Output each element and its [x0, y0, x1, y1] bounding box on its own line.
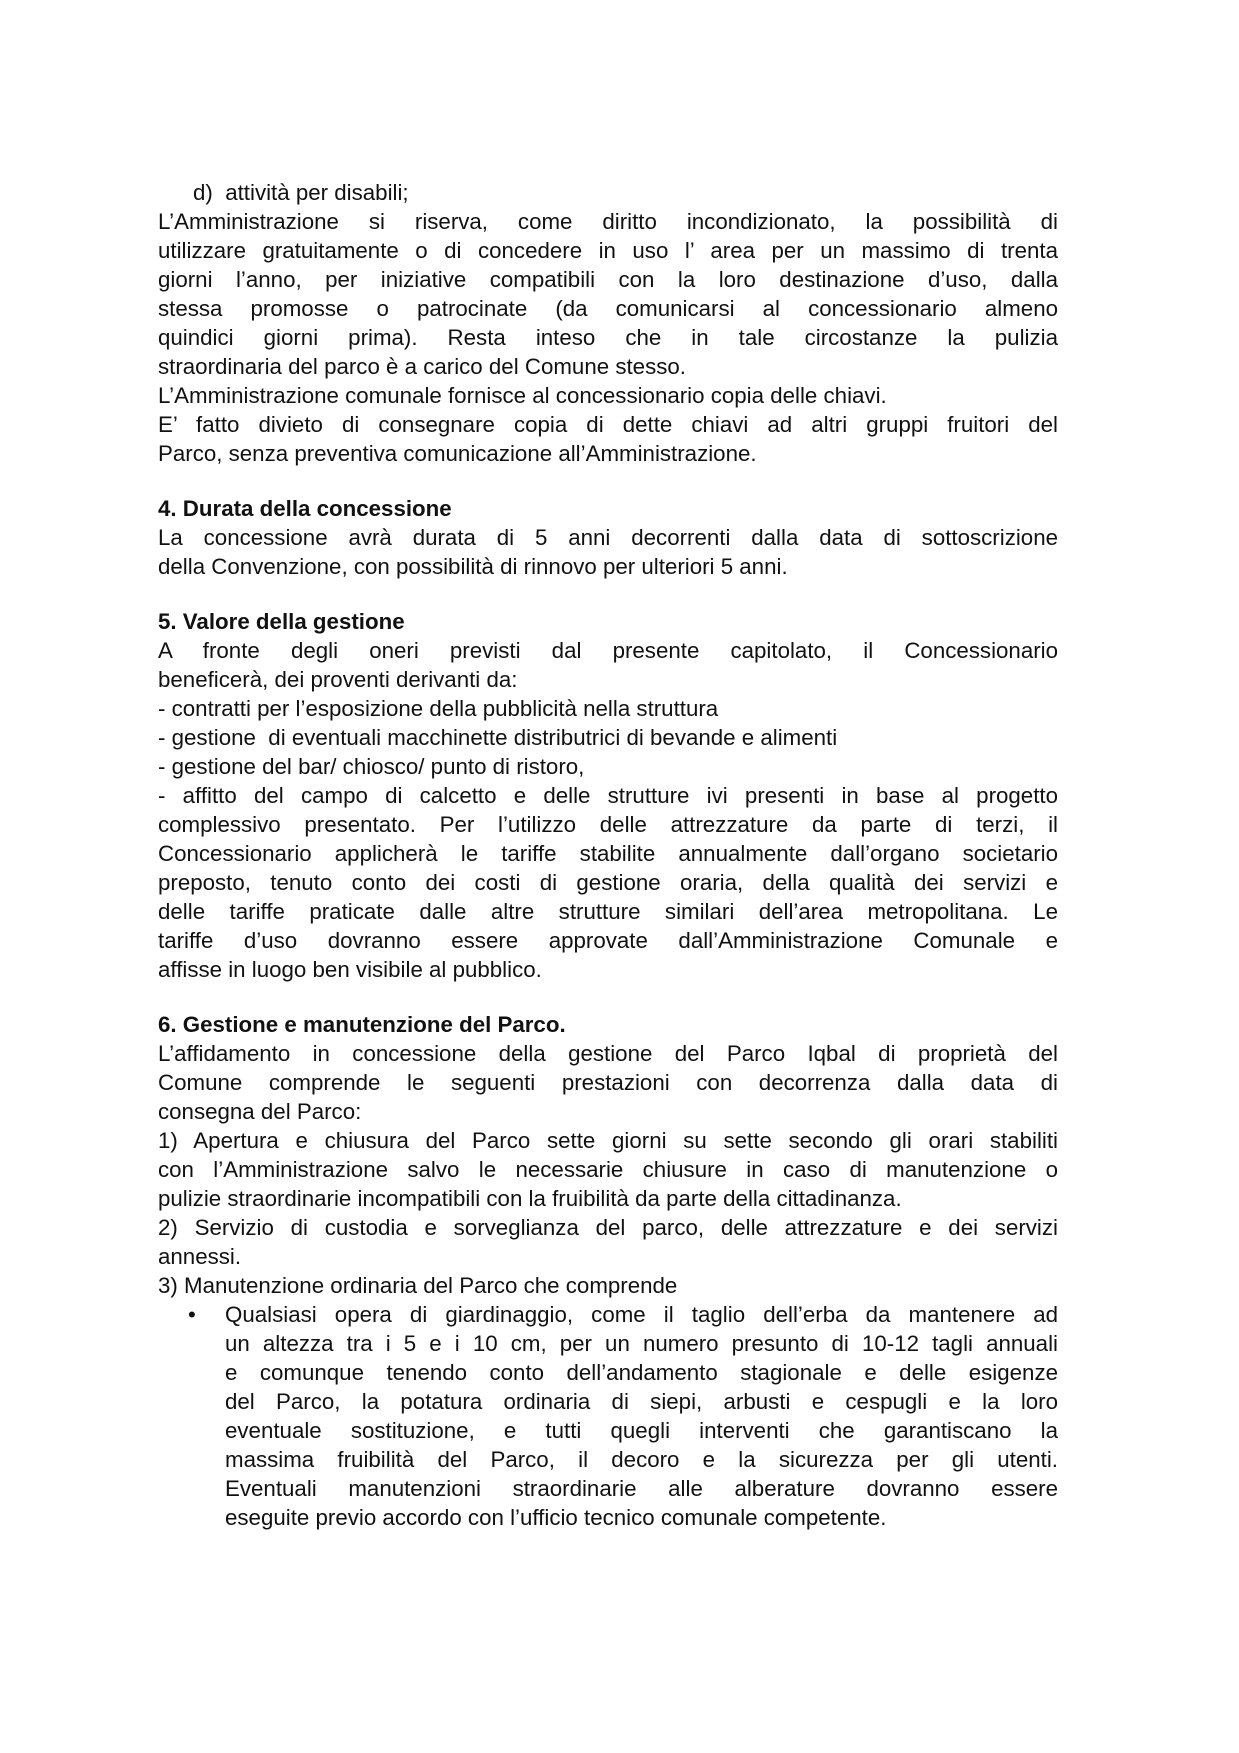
document-line: - gestione di eventuali macchinette distributrici di bevande e alimenti — [158, 725, 838, 750]
document-line: A fronte degli oneri previsti dal presente capitolato, il Concessionario — [158, 638, 1058, 663]
document-line: - affitto del campo di calcetto e delle strutture ivi presenti in base al progetto — [158, 783, 1058, 808]
document-line: pulizie straordinarie incompatibili con la fruibilità da parte della cittadinanza. — [158, 1186, 902, 1211]
document-line: 3) Manutenzione ordinaria del Parco che comprende — [158, 1273, 678, 1298]
document-line: eseguite previo accordo con l’ufficio tecnico comunale competente. — [225, 1505, 887, 1530]
section-heading: 5. Valore della gestione — [158, 609, 405, 634]
document-line: quindici giorni prima). Resta inteso che in tale circostanze la pulizia — [158, 325, 1058, 350]
document-line: beneficerà, dei proventi derivanti da: — [158, 667, 518, 692]
document-line: Parco, senza preventiva comunicazione all’Amministrazione. — [158, 441, 757, 466]
document-line: Eventuali manutenzioni straordinarie alle alberature dovranno essere — [225, 1476, 1058, 1501]
document-line: - gestione del bar/ chiosco/ punto di ristoro, — [158, 754, 585, 779]
document-line: massima fruibilità del Parco, il decoro e la sicurezza per gli utenti. — [225, 1447, 1058, 1472]
document-line: con l’Amministrazione salvo le necessarie chiusure in caso di manutenzione o — [158, 1157, 1058, 1182]
document-line: annessi. — [158, 1244, 242, 1269]
document-line: 1) Apertura e chiusura del Parco sette giorni su sette secondo gli orari stabiliti — [158, 1128, 1058, 1153]
document-line: - contratti per l’esposizione della pubblicità nella struttura — [158, 696, 719, 721]
document-line: utilizzare gratuitamente o di concedere in uso l’ area per un massimo di trenta — [158, 238, 1058, 263]
text-block — [158, 178, 1058, 1532]
document-line: complessivo presentato. Per l’utilizzo delle attrezzature da parte di terzi, il — [158, 812, 1058, 837]
bullet-text: Qualsiasi opera di giardinaggio, come il taglio dell’erba da mantenere ad — [225, 1302, 1058, 1327]
document-line: L’Amministrazione comunale fornisce al concessionario copia delle chiavi. — [158, 383, 887, 408]
document-line: e comunque tenendo conto dell’andamento stagionale e delle esigenze — [225, 1360, 1058, 1385]
document-line: affisse in luogo ben visibile al pubblico. — [158, 957, 542, 982]
section-heading: 4. Durata della concessione — [158, 496, 452, 521]
document-line: giorni l’anno, per iniziative compatibili con la loro destinazione d’uso, dalla — [158, 267, 1058, 292]
document-line: E’ fatto divieto di consegnare copia di dette chiavi ad altri gruppi fruitori del — [158, 412, 1058, 437]
document-line — [158, 1300, 1058, 1329]
document-line: consegna del Parco: — [158, 1099, 362, 1124]
document-line: L’affidamento in concessione della gestione del Parco Iqbal di proprietà del — [158, 1041, 1058, 1066]
document-line: della Convenzione, con possibilità di rinnovo per ulteriori 5 anni. — [158, 554, 788, 579]
document-line: straordinaria del parco è a carico del Comune stesso. — [158, 354, 686, 379]
document-line: tariffe d’uso dovranno essere approvate dall’Amministrazione Comunale e — [158, 928, 1058, 953]
document-line: L’Amministrazione si riserva, come diritto incondizionato, la possibilità di — [158, 209, 1058, 234]
document-line: Comune comprende le seguenti prestazioni con decorrenza dalla data di — [158, 1070, 1058, 1095]
document-line: eventuale sostituzione, e tutti quegli interventi che garantiscano la — [225, 1418, 1058, 1443]
document-line: 2) Servizio di custodia e sorveglianza del parco, delle attrezzature e dei servizi — [158, 1215, 1058, 1240]
document-line: Concessionario applicherà le tariffe stabilite annualmente dall’organo societario — [158, 841, 1058, 866]
document-line: preposto, tenuto conto dei costi di gestione oraria, della qualità dei servizi e — [158, 870, 1058, 895]
document-line: La concessione avrà durata di 5 anni decorrenti dalla data di sottoscrizione — [158, 525, 1058, 550]
section-heading: 6. Gestione e manutenzione del Parco. — [158, 1012, 566, 1037]
document-line: d) attività per disabili; — [193, 180, 409, 205]
document-line: del Parco, la potatura ordinaria di siepi, arbusti e cespugli e la loro — [225, 1389, 1058, 1414]
document-line: stessa promosse o patrocinate (da comunicarsi al concessionario almeno — [158, 296, 1058, 321]
document-line: un altezza tra i 5 e i 10 cm, per un numero presunto di 10-12 tagli annuali — [225, 1331, 1058, 1356]
bullet-icon: • — [188, 1302, 196, 1327]
document-line: delle tariffe praticate dalle altre strutture similari dell’area metropolitana. Le — [158, 899, 1058, 924]
